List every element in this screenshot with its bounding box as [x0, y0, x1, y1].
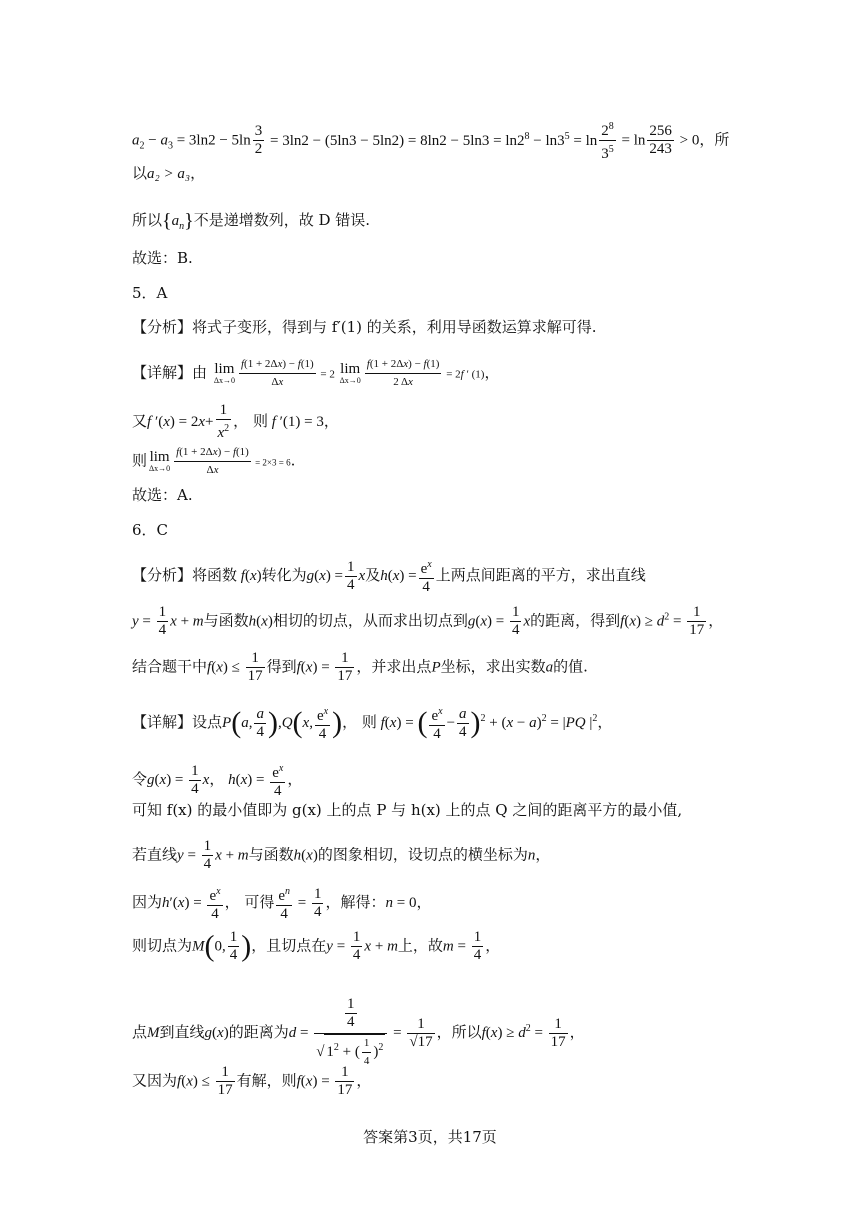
q6-b1: 与函数	[203, 611, 249, 630]
q6-line-i: 则切点为M(0, $\frac{1}{4}$ )，且切点在y = $\frac{1}{4}$ x + m上，故m = $\frac{1}{4}$ ，	[132, 929, 501, 963]
q6-analysis-label: 【分析】	[132, 566, 193, 584]
q6-i4: ，	[485, 936, 501, 955]
text-line-2	[132, 163, 205, 184]
q6-b4: ，	[708, 611, 724, 630]
q6-g3: 的图象相切，设切点的横坐标为	[317, 845, 528, 864]
page-footer: 答案第3页，共17页	[363, 1128, 497, 1146]
q5-l3-tail: ，	[323, 412, 339, 430]
text-l3b: 不是递增数列，故 D 错误.	[193, 211, 371, 229]
q6-analysis-b: y = $\frac{1}{4}$ x + m与函数h(x)相切的切点，从而求出切点到g(x) = $\frac{1}{4}$ x的距离，得到$f(x) \ge d^2$ = $\frac{1}{17}$ ，	[132, 604, 724, 638]
q6-e3: ，	[287, 770, 303, 788]
q6-line-j: 点M到直线g(x)的距离为d = $\frac{1}{4}$ √ $1^2$ + ( $\frac{1}{4}$ )$^2$ = $\frac{1}{√17}$ ，所以$f(x) \ge d^2$ = $\frac{1}{17}$ ，	[132, 996, 585, 1070]
q6-j1: 点	[132, 1023, 148, 1041]
text-l2-tail: ，	[190, 164, 206, 182]
q5-l5: 故选：A.	[132, 486, 193, 504]
q6-analysis-a: 【分析】将函数 f(x)转化为g(x) = $\frac{1}{4}$ x及h(x) = $\frac{e^x}{4}$ 上两点间距离的平方，求出直线	[132, 556, 646, 596]
text-line-3: 所以$\{a_n\}$不是递增数列，故 D 错误.	[132, 210, 371, 232]
q6-a2: 转化为	[261, 566, 307, 584]
math-l2: a₂ > a₃	[147, 166, 191, 182]
q6-c4: 坐标，求出实数	[440, 657, 546, 676]
q6-label: 6．C	[132, 521, 169, 539]
q6-line-k: 又因为f(x) ≤ $\frac{1}{17}$ 有解，则f(x) = $\frac{1}{17}$ ，	[132, 1064, 372, 1098]
q5-l4-pre: 则	[132, 451, 148, 470]
q6-j2: 到直线	[159, 1023, 205, 1041]
q6-i3: 上，故	[397, 936, 443, 955]
q6-b3: 的距离，得到	[530, 611, 621, 630]
q6-d2: ， 则	[342, 713, 377, 731]
q6-g4: ，	[535, 845, 551, 864]
q6-line-h: 因为h′(x) = $\frac{e^x}{4}$ ， 可得 $\frac{e^n}{4}$ = $\frac{1}{4}$ ，解得：n = 0，	[132, 883, 431, 923]
q6-c3: ，并求出点	[356, 657, 432, 676]
analysis-text: 将式子变形，得到与 f′(1) 的关系，利用导函数运算求解可得.	[192, 318, 597, 336]
q6-f: 可知 f(x) 的最小值即为 g(x) 上的点 P 与 h(x) 上的点 Q 之间的距离平方的最小值,	[132, 801, 683, 819]
detail-label: 【详解】	[132, 363, 193, 382]
q6-c2: 得到	[266, 657, 297, 676]
q6-a4: 上两点间距离的平方，求出直线	[435, 566, 646, 584]
q5-label: 5．A	[132, 284, 168, 302]
q5-l4-post: .	[290, 451, 296, 470]
q6-d3: ，	[597, 713, 613, 731]
q6-line-e: 令g(x) = $\frac{1}{4}$ x， h(x) = $\frac{e^x}{4}$ ，	[132, 760, 302, 800]
text-l2: 以	[132, 164, 148, 182]
math-line-1: $a_2 - a_3 = 3\ln 2 - 5\ln$ $\frac{3}{2}$ = $3\ln 2 - (5\ln 3 - 5\ln 2) = 8\ln 2 - 5\ln 3 = \ln 2^8 - \ln 3^5 = \ln$ $\frac{2^8}{3^5}$ = ln $\frac{256}{243}$ > 0，所	[132, 118, 729, 163]
q6-k2: 有解，则	[236, 1071, 297, 1090]
q6-g2: 与函数	[248, 845, 294, 864]
q6-k1: 又因为	[132, 1071, 178, 1090]
q6-g1: 若直线	[132, 845, 178, 864]
q6-b2: 相切的切点，从而求出切点到	[272, 611, 468, 630]
q5-analysis	[132, 317, 597, 337]
q6-j3: 的距离为	[228, 1023, 289, 1041]
q6-k3: ，	[356, 1071, 372, 1090]
q5-line5	[132, 485, 193, 505]
q5-line3: 又f ′(x) = 2x+ $\frac{1}{x^2}$ ， 则 f ′(1) = 3，	[132, 402, 339, 441]
q6-d1: 设点	[192, 713, 223, 731]
q5-line4: 则 lim Δx→0 $\frac{f(1 + 2\Delta x) - f(1)}{\Delta x}$ = 2×3 = 6.	[132, 446, 296, 476]
q6-h4: ，	[416, 893, 432, 911]
q6-a3: 及	[365, 566, 381, 584]
q6-i2: ，且切点在	[251, 936, 327, 955]
q6-line-f	[132, 800, 682, 820]
q6-line-g: 若直线y = $\frac{1}{4}$ x + m与函数h(x)的图象相切，设切点的横坐标为n，	[132, 838, 551, 872]
q5-l3-mid: ， 则	[233, 412, 268, 430]
q6-e1: 令	[132, 770, 148, 788]
text-l4: 故选：B.	[132, 249, 193, 267]
q6-heading	[132, 520, 168, 540]
q6-analysis-c: 结合题干中f(x) ≤ $\frac{1}{17}$ 得到f(x) = $\frac{1}{17}$ ，并求出点P坐标，求出实数a的值.	[132, 650, 588, 684]
q6-detail: 【详解】设点P(a, $\frac{a}{4}$ ),Q(x, $\frac{e^x}{4}$ )， 则 f(x) = ( $\frac{e^x}{4}$ − $\frac{a}{4}$ )$^2 + (x - a)^2 = |PQ$ $|^2$，	[132, 703, 612, 743]
q5-l3-pre: 又	[132, 412, 148, 430]
detail-post: ，	[484, 363, 500, 382]
q6-a1: 将函数	[192, 566, 238, 584]
q5-heading	[132, 283, 167, 303]
q6-e2: ，	[209, 770, 225, 788]
text-l3a: 所以	[132, 211, 163, 229]
q6-i1: 则切点为	[132, 936, 193, 955]
q6-h1: 因为	[132, 893, 163, 911]
q6-j4: ，所以	[436, 1023, 482, 1041]
q6-h2: ， 可得	[224, 893, 275, 911]
analysis-label: 【分析】	[132, 318, 193, 336]
detail-pre: 由	[192, 363, 208, 382]
q6-c1: 结合题干中	[132, 657, 208, 676]
q6-j5: ，	[569, 1023, 585, 1041]
text-line-4	[132, 248, 193, 268]
q6-c5: 的值.	[553, 657, 588, 676]
q6-h3: ，解得：	[325, 893, 386, 911]
text-l1-tail: ，所	[699, 130, 730, 149]
q5-detail: 【详解】由 lim Δx→0 $\frac{f(1 + 2\Delta x) - f(1)}{\Delta x}$ = 2 lim Δx→0 $\frac{f(1 + 2\Delta x) - f(1)}{2 \Delta x}$ = 2f ′ (1)，	[132, 358, 500, 388]
q6-detail-label: 【详解】	[132, 713, 193, 731]
